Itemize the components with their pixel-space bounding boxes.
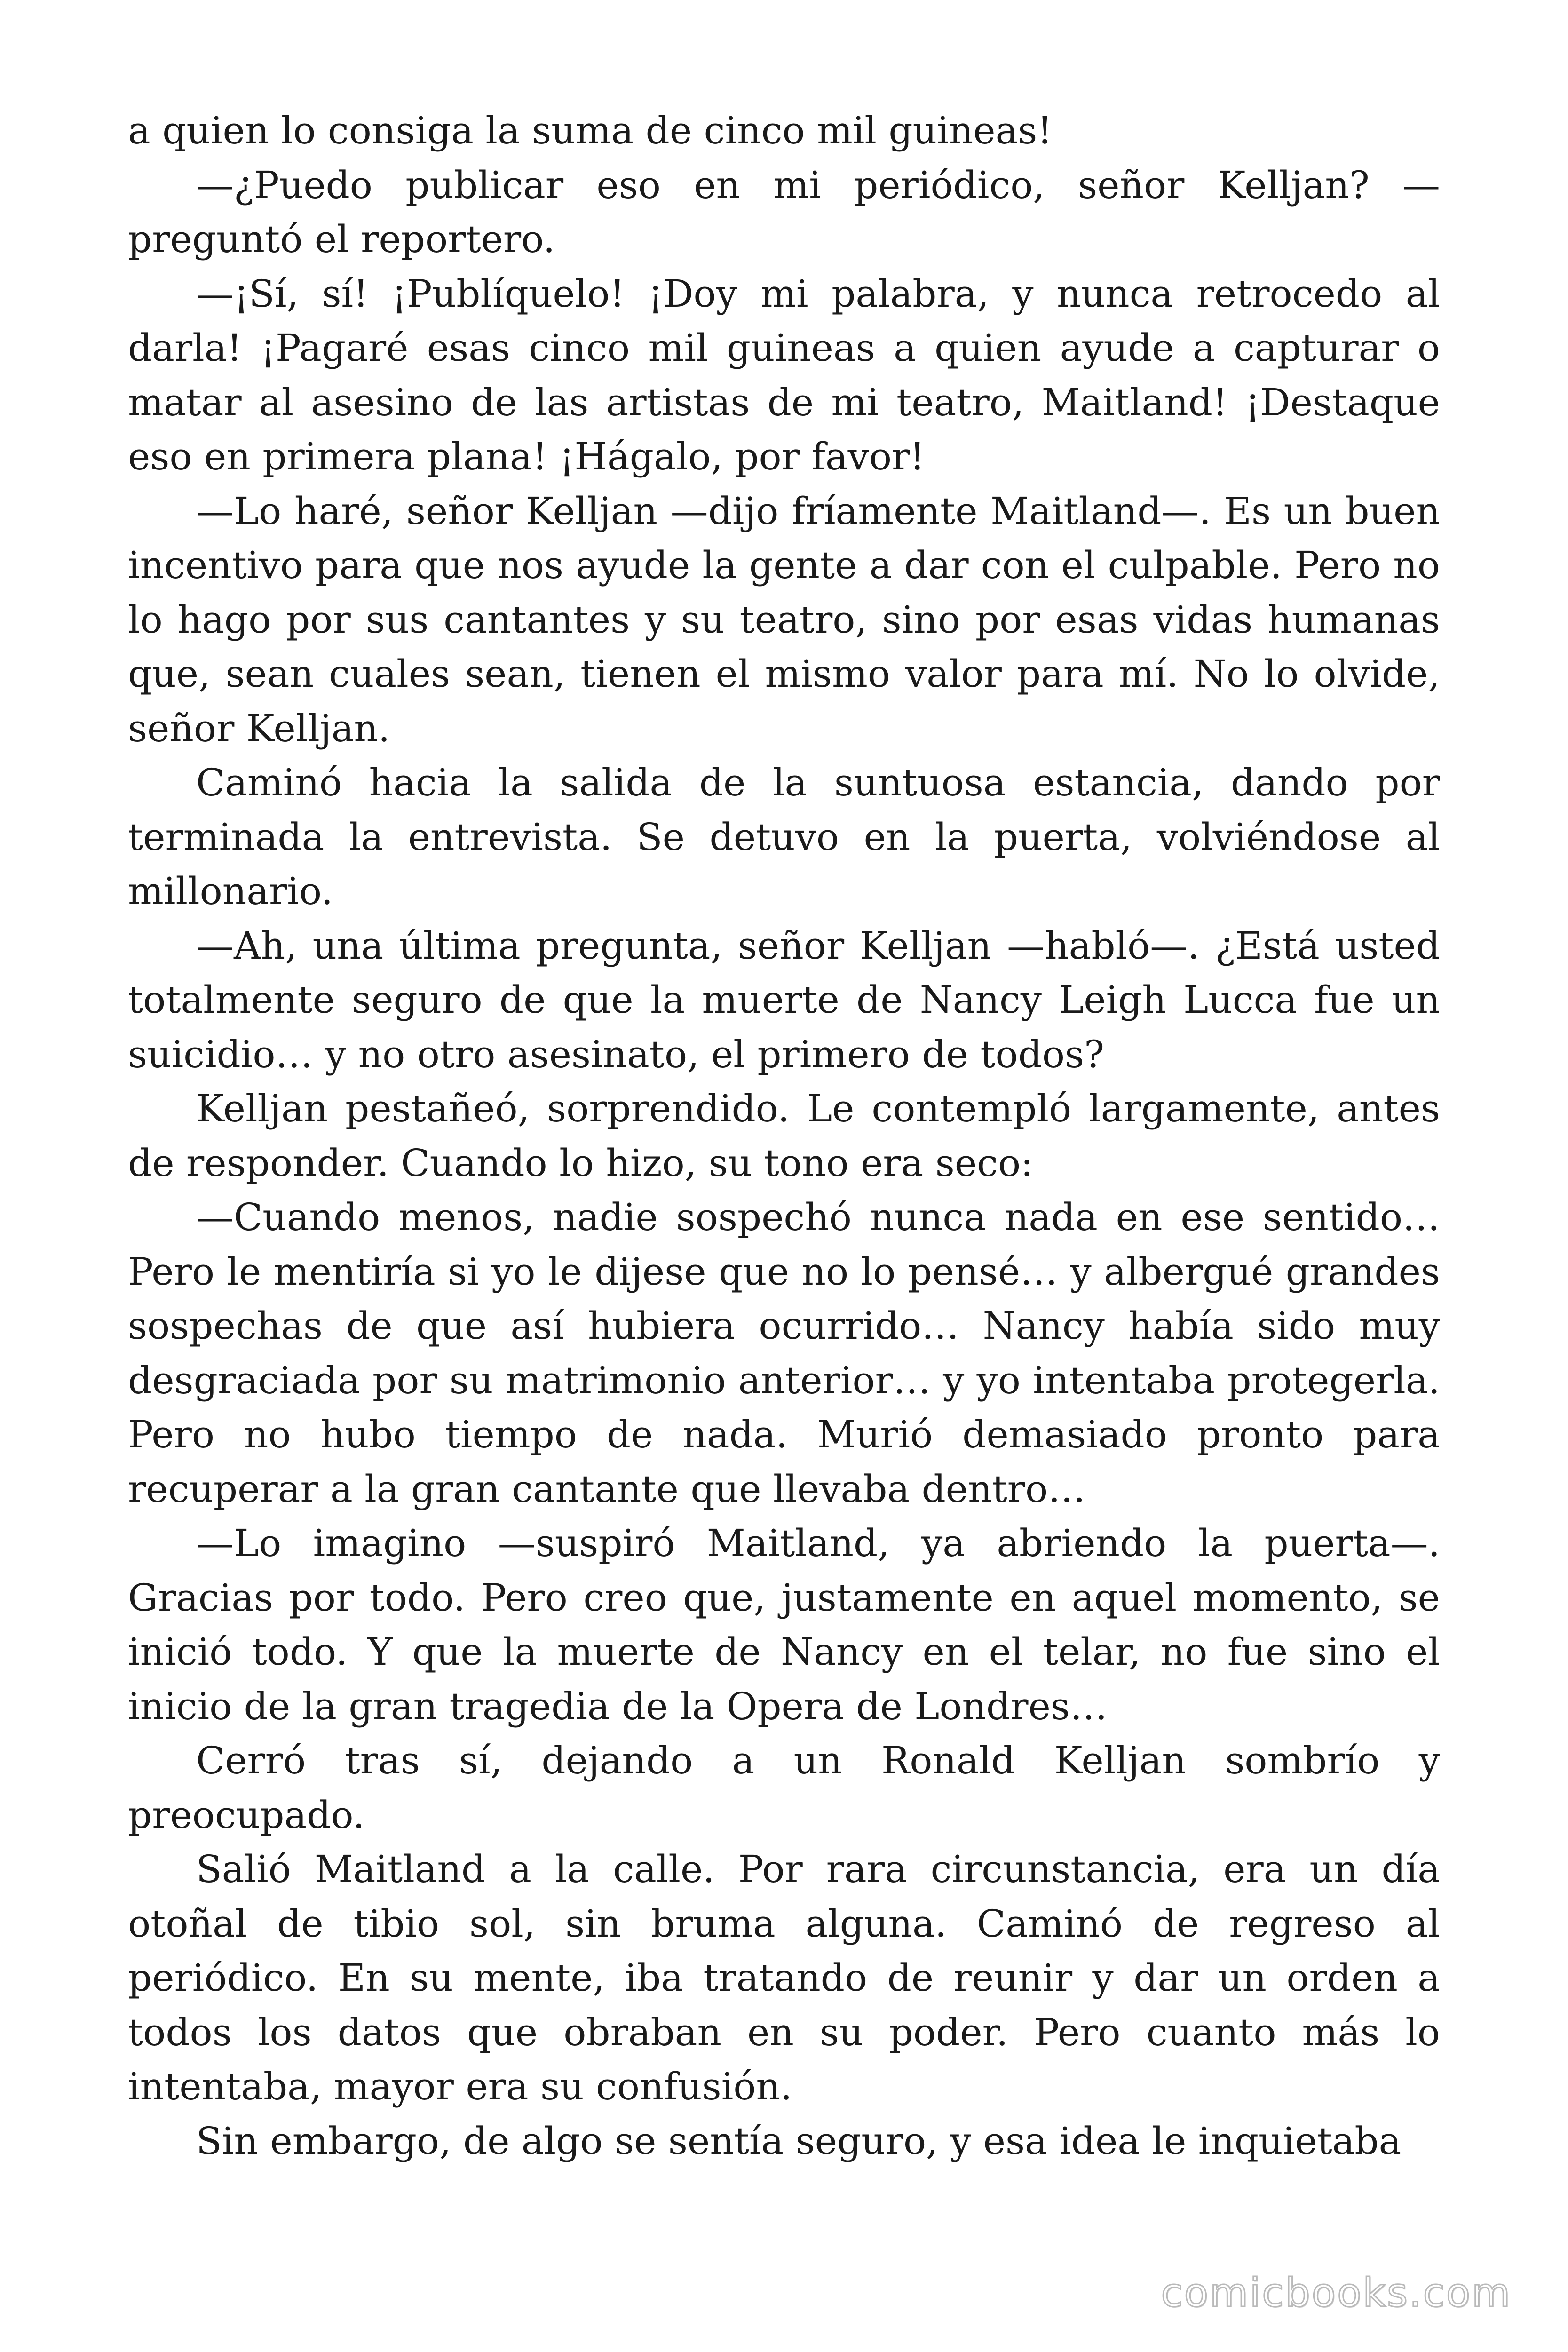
site-watermark: comicbooks.com	[1161, 2270, 1512, 2316]
paragraph-6: —Ah, una última pregunta, señor Kelljan —habló—. ¿Está usted totalmente seguro de que la muerte de Nancy Leigh Lucca fue un suicidio… y no otro asesinato, el primero de todos?	[128, 923, 1440, 1076]
paragraph-2: —¿Puedo publicar eso en mi periódico, señor Kelljan? —preguntó el reportero.	[128, 163, 1440, 261]
paragraph-9: —Lo imagino —suspiró Maitland, ya abriendo la puerta—. Gracias por todo. Pero creo que, justamente en aquel momento, se inició todo. Y que la muerte de Nancy en el telar, no fue sino el inicio de la gran tragedia de la Opera de Londres…	[128, 1521, 1440, 1728]
paragraph-5: Caminó hacia la salida de la suntuosa estancia, dando por terminada la entrevista. Se detuvo en la puerta, volviéndose al millonario.	[128, 761, 1440, 913]
body-text	[128, 103, 1440, 2168]
paragraph-3: —¡Sí, sí! ¡Publíquelo! ¡Doy mi palabra, y nunca retrocedo al darla! ¡Pagaré esas cinco mil guineas a quien ayude a capturar o matar al asesino de las artistas de mi teatro, Maitland! ¡Destaque eso en primera plana! ¡Hágalo, por favor!	[128, 271, 1440, 478]
paragraph-8: —Cuando menos, nadie sospechó nunca nada en ese sentido… Pero le mentiría si yo le dijese que no lo pensé… y albergué grandes sospechas de que así hubiera ocurrido… Nancy había sido muy desgraciada por su matrimonio anterior… y yo intentaba protegerla. Pero no hubo tiempo de nada. Murió demasiado pronto para recuperar a la gran cantante que llevaba dentro…	[128, 1195, 1440, 1511]
paragraph-12: Sin embargo, de algo se sentía seguro, y esa idea le inquietaba	[196, 2119, 1402, 2163]
paragraph-4: —Lo haré, señor Kelljan —dijo fríamente Maitland—. Es un buen incentivo para que nos ayude la gente a dar con el culpable. Pero no lo hago por sus cantantes y su teatro, sino por esas vidas humanas que, sean cuales sean, tienen el mismo valor para mí. No lo olvide, señor Kelljan.	[128, 489, 1440, 750]
paragraph-1: a quien lo consiga la suma de cinco mil guineas!	[128, 109, 1053, 152]
paragraph-7: Kelljan pestañeó, sorprendido. Le contempló largamente, antes de responder. Cuando lo hizo, su tono era seco:	[128, 1087, 1440, 1185]
paragraph-11: Salió Maitland a la calle. Por rara circunstancia, era un día otoñal de tibio sol, sin bruma alguna. Caminó de regreso al periódico. En su mente, iba tratando de reunir y dar un orden a todos los datos que obraban en su poder. Pero cuanto más lo intentaba, mayor era su confusión.	[128, 1847, 1440, 2108]
paragraph-10: Cerró tras sí, dejando a un Ronald Kelljan sombrío y preocupado.	[128, 1739, 1440, 1837]
